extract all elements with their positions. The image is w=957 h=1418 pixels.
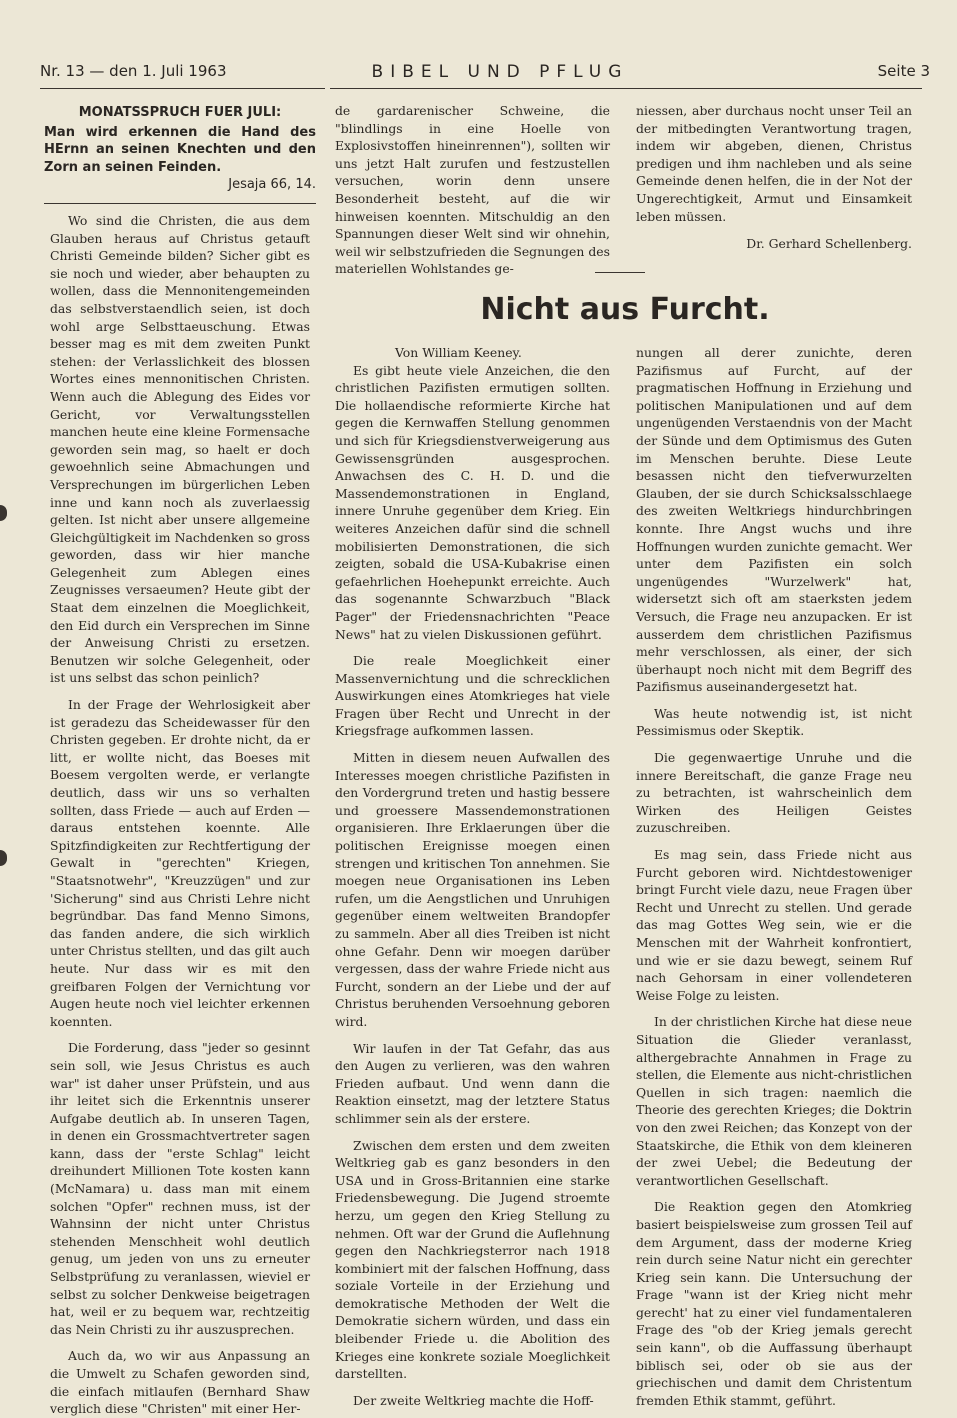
header-rule-right xyxy=(330,88,922,89)
motto-rule xyxy=(44,203,316,204)
paragraph: Mitten in diesem neuen Aufwallen des Interesses moegen christliche Pazifisten in den Vordergrund treten und hastig bessere und groessere Massendemonstrationen organisieren. Ihre Erklaerungen über die politischen Ereignisse moegen einen strengen und kritischen Ton annehmen. Sie moegen neue Organisationen ins Leben rufen, um die Aengstlichen und Unruhigen gegenüber einem weltweiten Brandopfer zu sammeln. Aber all dies Treiben ist nicht ohne Gefahr. Denn wir moegen darüber vergessen, dass der wahre Friede nicht aus Furcht, sondern an der Liebe und der auf Christus beruhenden Versoehnung geboren wird. xyxy=(335,750,610,1029)
paragraph: Wir laufen in der Tat Gefahr, das aus den Augen zu verlieren, was den wahren Frieden aufbaut. Und wenn dann die Reaktion einsetzt, mag der letztere Status schlimmer sein als der erstere. xyxy=(335,1040,610,1126)
byline: Von William Keeney. xyxy=(395,345,522,360)
paragraph: Die Reaktion gegen den Atomkrieg basiert beispielsweise zum grossen Teil auf dem Argument, dass der moderne Krieg rein durch seine Natur nicht ein gerechter Krieg sein kann. Die Untersuchung der Frage "wann ist der Krieg nicht mehr gerecht' hat zu einer viel fundamentaleren Frage des "ob der Krieg jemals gerecht sein kann", ob die Auffassung überhaupt biblisch sei, oder ob sie aus der griechischen und damit dem Christentum fremden Ethik stammt, geführt. xyxy=(636,1199,912,1408)
page-number: Seite 3 xyxy=(877,62,930,80)
paragraph: niessen, aber durchaus nocht unser Teil an der mitbedingten Verantwortung tragen, indem wir abgeben, dienen, Christus predigen und ihm nachleben und als seine Gemeinde denen helfen, die in der Not der Ungerechtigkeit, Armut und Einsamkeit leben müssen. xyxy=(636,103,912,224)
column-3-top xyxy=(636,102,912,253)
column-2-top xyxy=(335,102,610,278)
masthead: BIBEL UND PFLUG xyxy=(371,62,629,82)
paragraph: nungen all derer zunichte, deren Pazifismus auf Furcht, auf der pragmatischen Hoffnung in Erziehung und politischen Manipulationen und auf dem ungenügenden Verstaendnis von der Macht der Sünde und dem Optimismus des Guten im Menschen beruhte. Diese Leute besassen nicht den tiefverwurzelten Glauben, der sie durch Schicksalsschlaege des zweiten Weltkriegs hindurchbringen konnte. Ihre Angst wuchs und ihre Hoffnungen wurden zunichte gemacht. Wer unter dem Pazifisten ein solch ungenügendes "Wurzelwerk" hat, widersetzt sich oft am staerksten jedem Versuch, die Frage neu anzupacken. Er ist ausserdem dem christlichen Pazifismus mehr verschlossen, als einer, der sich überhaupt noch nicht mit dem Begriff des Pazifismus auseinandergesetzt hat. xyxy=(636,345,912,695)
paragraph: Zwischen dem ersten und dem zweiten Weltkrieg gab es ganz besonders in den USA und in Gross-Britannien eine starke Friedensbewegung. Die Jugend stroemte herzu, um gegen den Krieg Stellung zu nehmen. Oft war der Grund die Auflehnung gegen den Nachkriegsterror nach 1918 kombiniert mit der falschen Hoffnung, dass soziale Vorteile in der Erziehung und demokratische Methoden der Welt die Demokratie sichern würden, und dass ein bleibender Friede u. die Abolition des Krieges eine konkrete soziale Moeglichkeit darstellten. xyxy=(335,1137,610,1382)
paragraph: de gardarenischer Schweine, die "blindlings in eine Hoelle von Explosivstoffen hineinrennen"), sollten wir uns jetzt Halt zurufen und festzustellen versuchen, worin denn unsere Besonderheit besteht, auf die wir hinweisen koennten. Mitschuldig an den Spannungen dieser Welt sind wir ohnehin, weil wir selbstzufrieden die Segnungen des materiellen Wohlstandes ge- xyxy=(335,103,610,277)
paragraph: Wo sind die Christen, die aus dem Glauben heraus auf Christus getauft Christi Gemeinde bilden? Sicher gibt es sie noch und wieder, aber behaupten zu wollen, dass die Mennonitengemeinden das selbstverstaendlich seien, ist doch wohl arge Selbsttaeuschung. Etwas besser mag es mit dem zweiten Punkt stehen: der Verlasslichkeit des blossen Wortes eines mennonitischen Christen. Wenn auch die Ablegung des Eides vor Gericht, vor Verwaltungsstellen manchen heute eine kleine Formensache geworden sein mag, so haelt er doch gewoehnlich seine Abmachungen und Versprechungen im bürgerlichen Leben inne und kann noch als zuverlaessig gelten. Ist nicht aber unsere allgemeine Gleichgültigkeit im Nachdenken so gross geworden, dass wir hier manche Gelegenheit zum Ablegen eines Zeugnisses versaeumen? Heute gibt der Staat dem einzelnen die Moeglichkeit, den Eid durch ein Versprechen im Sinne der Anweisung Christi zu ersetzen. Benutzen wir solche Gelegenheit, oder ist uns selbst das schon peinlich? xyxy=(50,213,310,686)
signature: Dr. Gerhard Schellenberg. xyxy=(746,236,912,252)
monthly-verse xyxy=(44,104,316,194)
paragraph: Der zweite Weltkrieg machte die Hoff- xyxy=(353,1392,594,1408)
paragraph: In der Frage der Wehrlosigkeit aber ist geradezu das Scheidewasser für den Christen gegeben. Er drohte nicht, da er litt, er wollte nicht, das Boeses mit Boesem vergolten werde, er verlangte deutlich, dass wir uns so verhalten sollten, dass Friede — auch auf Erden — daraus entstehen koennte. Alle Spitzfindigkeiten zur Rechtfertigung der Gewalt in "gerechten" Kriegen, "Staatsnotwehr", "Kreuzzügen" und zur 'Sicherung" sind aus Christi Lehre nicht begründbar. Das fand Menno Simons, das fanden andere, die sich wirklich unter Christus stellten, und das gilt auch heute. Nur dass wir es mit den greifbaren Folgen der Vernichtung vor Augen heute noch viel leichter erkennen koennten. xyxy=(50,697,310,1029)
paragraph: Es mag sein, dass Friede nicht aus Furcht geboren wird. Nichtdestoweniger bringt Furcht viele dazu, neue Fragen über Recht und Unrecht zu stellen. Und gerade das mag Gottes Weg sein, wie er die Menschen mit der Wahrheit konfrontiert, und wie er sie dazu bewegt, seinem Ruf nach Gehorsam in einer vollendeteren Weise Folge zu leisten. xyxy=(636,847,912,1003)
binding-hole-mark xyxy=(0,850,7,866)
issue-date: Nr. 13 — den 1. Juli 1963 xyxy=(40,62,227,80)
column-2-article xyxy=(335,344,610,1409)
monthly-verse-ref: Jesaja 66, 14. xyxy=(228,177,316,192)
article-title: Nicht aus Furcht. xyxy=(480,292,770,327)
paragraph: Es gibt heute viele Anzeichen, die den christlichen Pazifisten ermutigen sollten. Die hollaendische reformierte Kirche hat gegen die Kernwaffen Stellung genommen und sich für Kriegsdienstverweigerung aus Gewissensgründen ausgesprochen. Anwachsen des C. H. D. und die Massendemonstrationen in England, innere Unruhe gegenüber dem Krieg. Ein weiteres Anzeichen dafür sind die schnell mobilisierten Demonstrationen, die sich zeigten, sobald die USA-Kubakrise einen gefaehrlichen Hoehepunkt erreichte. Auch das sogenannte Schwarzbuch "Black Pager" der Friedensnachrichten "Peace News" hat zu vielen Diskussionen geführt. xyxy=(335,362,610,642)
column-1 xyxy=(50,212,310,1418)
paragraph: Die reale Moeglichkeit einer Massenvernichtung und die schrecklichen Auswirkungen eines Atomkrieges hat viele Fragen über Recht und Unrecht in der Kriegsfrage aufkommen lassen. xyxy=(335,653,610,739)
paragraph: Auch da, wo wir aus Anpassung an die Umwelt zu Schafen geworden sind, die einfach mitlaufen (Bernhard Shaw verglich diese "Christen" mit einer Her- xyxy=(50,1348,310,1417)
paragraph: Was heute notwendig ist, ist nicht Pessimismus oder Skeptik. xyxy=(636,705,912,739)
paragraph: Die gegenwaertige Unruhe und die innere Bereitschaft, die ganze Frage neu zu betrachten, ist wahrscheinlich dem Wirken des Heiligen Geistes zuzuschreiben. xyxy=(636,750,912,836)
monthly-verse-title: MONATSSPRUCH FUER JULI: xyxy=(78,105,282,120)
page-header xyxy=(40,62,930,90)
paragraph: In der christlichen Kirche hat diese neue Situation die Glieder veranlasst, althergebrachte Annahmen in Frage zu stellen, die Elemente aus nicht-christlichen Quellen in sich tragen: naemlich die Theorie des gerechten Krieges; die Doktrin von den zwei Reichen; das Konzept von der Staatskirche, die Ethik von dem kleineren der zwei Uebel; die Bedeutung der verantwortlichen Gesellschaft. xyxy=(636,1014,912,1188)
binding-hole-mark xyxy=(0,505,7,521)
paragraph: Die Forderung, dass "jeder so gesinnt sein soll, wie Jesus Christus es auch war" ist daher unser Prüfstein, und aus ihr leitet sich die Erkenntnis unserer Aufgabe deutlich ab. In unseren Tagen, in denen ein Grossmachtvertreter sagen kann, dass der "erste Schlag" leicht dreihundert Millionen Tote kosten kann (McNamara) u. dass man mit einem solchen "Opfer" rechnen muss, ist der Wahnsinn der nicht unter Christus stehenden Menschheit wohl deutlich genug, um jeden von uns zu erneuter Selbstprüfung zu veranlassen, wieviel er selbst zu solcher Denkweise beigetragen hat, weil er zu bequem war, rechtzeitig das Nein Christi zu ihr auszusprechen. xyxy=(50,1040,310,1337)
header-rule-left xyxy=(40,88,325,89)
section-divider xyxy=(595,272,645,273)
monthly-verse-quote: Man wird erkennen die Hand des HErnn an seinen Knechten und den Zorn an seinen Feinden. xyxy=(44,124,316,175)
column-3-article xyxy=(636,344,912,1409)
